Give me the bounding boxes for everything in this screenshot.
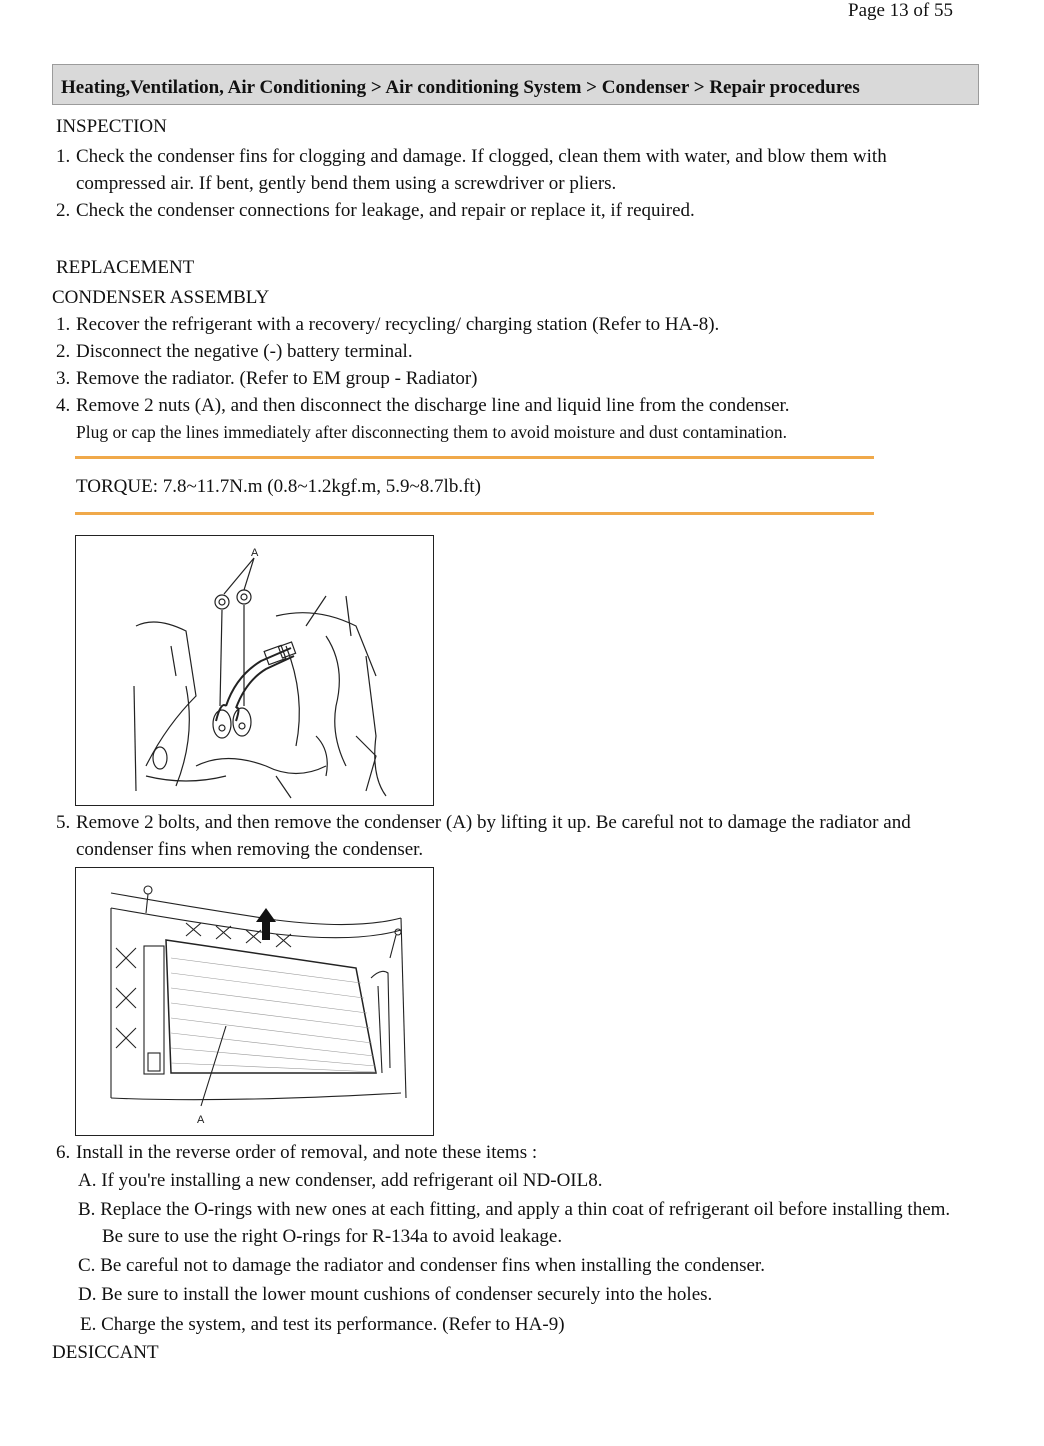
step-text: Recover the refrigerant with a recovery/ recycling/ charging station (Refer to HA-8). (76, 314, 720, 335)
substep-text: Charge the system, and test its performance. (Refer to HA-9) (101, 1314, 565, 1335)
substep-d (78, 1284, 712, 1306)
step-number: 5. (56, 812, 71, 833)
substep-letter: E. (80, 1314, 97, 1335)
step-number: 1. (56, 146, 71, 167)
step-4-note: Plug or cap the lines immediately after disconnecting them to avoid moisture and dust contamination. (76, 422, 788, 442)
condenser-removal-figure (75, 867, 434, 1136)
replacement-step-5 (56, 812, 911, 834)
step-number: 1. (56, 314, 71, 335)
nut-removal-figure (75, 535, 434, 806)
inspection-step-1 (56, 146, 887, 168)
step-text: Disconnect the negative (-) battery terminal. (76, 341, 413, 362)
torque-spec: TORQUE: 7.8~11.7N.m (0.8~1.2kgf.m, 5.9~8.7lb.ft) (76, 476, 482, 497)
step-number: 2. (56, 341, 71, 362)
substep-letter: D. (78, 1284, 97, 1305)
replacement-step-1 (56, 314, 719, 336)
inspection-heading: INSPECTION (56, 116, 167, 137)
callout-label-a: A (251, 547, 259, 559)
inspection-step-2 (56, 200, 695, 222)
breadcrumb: Heating,Ventilation, Air Conditioning > Air conditioning System > Condenser > Repair procedures (52, 64, 979, 105)
torque-bottom-rule (75, 512, 874, 515)
substep-letter: B. (78, 1199, 96, 1220)
replacement-step-2 (56, 341, 413, 363)
step-number: 6. (56, 1142, 71, 1163)
substep-a (78, 1170, 602, 1192)
substep-b-continued: Be sure to use the right O-rings for R-134a to avoid leakage. (102, 1226, 563, 1247)
substep-letter: A. (78, 1170, 97, 1191)
replacement-step-6 (56, 1142, 537, 1164)
substep-b (78, 1199, 950, 1221)
step-text: Remove 2 bolts, and then remove the condenser (A) by lifting it up. Be careful not to damage the radiator and (76, 812, 911, 833)
substep-text: If you're installing a new condenser, add refrigerant oil ND-OIL8. (101, 1170, 603, 1191)
nut-removal-illustration (76, 536, 433, 805)
substep-text: Be sure to install the lower mount cushions of condenser securely into the holes. (101, 1284, 713, 1305)
step-number: 4. (56, 395, 71, 416)
step-text: Remove the radiator. (Refer to EM group - Radiator) (76, 368, 478, 389)
replacement-heading: REPLACEMENT (56, 257, 195, 278)
substep-text: Be careful not to damage the radiator and condenser fins when installing the condenser. (100, 1255, 765, 1276)
substep-letter: C. (78, 1255, 96, 1276)
step-text: Install in the reverse order of removal, and note these items : (76, 1142, 538, 1163)
replacement-step-3 (56, 368, 478, 390)
substep-text: Replace the O-rings with new ones at each fitting, and apply a thin coat of refrigerant oil before installing them. (100, 1199, 951, 1220)
step-text: Check the condenser connections for leakage, and repair or replace it, if required. (76, 200, 695, 221)
page-number: Page 13 of 55 (848, 0, 954, 21)
condenser-removal-illustration (76, 868, 433, 1135)
replacement-step-5-continued: condenser fins when removing the condenser. (76, 839, 424, 860)
inspection-step-1-continued: compressed air. If bent, gently bend them using a screwdriver or pliers. (76, 173, 617, 194)
step-number: 2. (56, 200, 71, 221)
callout-label-a: A (197, 1114, 205, 1126)
replacement-step-4 (56, 395, 790, 417)
torque-top-rule (75, 456, 874, 459)
lift-arrow (256, 908, 276, 940)
condenser-assembly-heading: CONDENSER ASSEMBLY (52, 287, 270, 308)
step-text: Check the condenser fins for clogging and damage. If clogged, clean them with water, and blow them with (76, 146, 887, 167)
step-number: 3. (56, 368, 71, 389)
substep-c (78, 1255, 765, 1277)
substep-e (80, 1314, 565, 1336)
desiccant-heading: DESICCANT (52, 1342, 159, 1363)
step-text: Remove 2 nuts (A), and then disconnect the discharge line and liquid line from the condenser. (76, 395, 790, 416)
